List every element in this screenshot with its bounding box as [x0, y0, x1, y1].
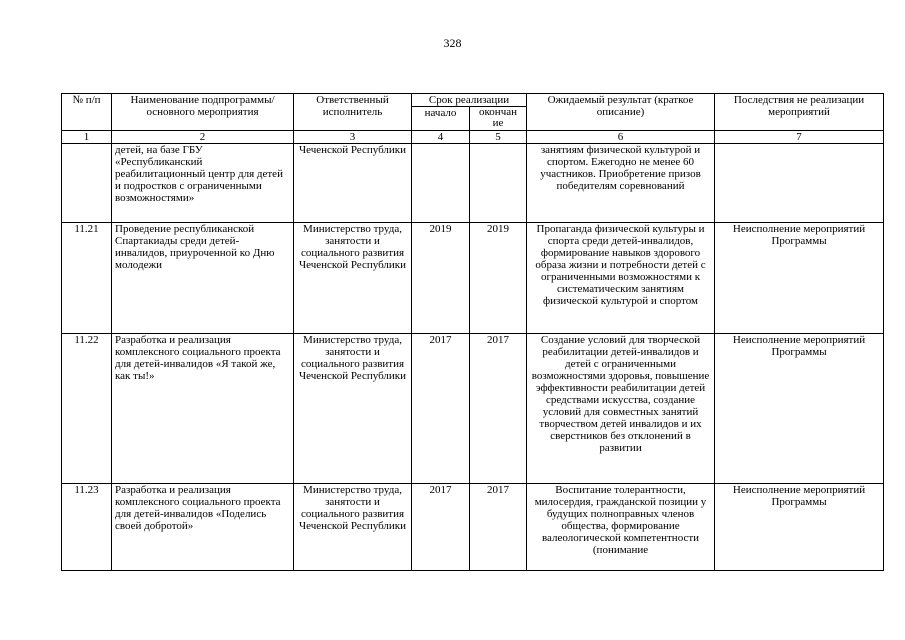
header-period: Срок реализации: [412, 94, 527, 107]
header-result: Ожидаемый результат (краткое описание): [527, 94, 715, 131]
row-end: 2017: [470, 334, 527, 484]
header-end-line1: окончан: [479, 106, 517, 118]
row-num: 11.23: [62, 484, 112, 571]
row-name: детей, на базе ГБУ «Республиканский реабилитационный центр для детей и подростков с ограниченными возможностями»: [112, 144, 294, 223]
row-executor: Министерство труда, занятости и социального развития Чеченской Республики: [294, 484, 412, 571]
header-end-line2: ие: [492, 117, 504, 129]
row-result: Создание условий для творческой реабилитации детей-инвалидов и детей с ограниченными возможностями здоровья, повышение эффективности реабилитации детей средствами искусства, создание условий для совместных занятий творчеством детей инвалидов и их сверстников без отклонений в развитии: [527, 334, 715, 484]
row-num: 11.22: [62, 334, 112, 484]
row-num: 11.21: [62, 223, 112, 334]
column-number: 4: [412, 131, 470, 144]
row-start: 2017: [412, 334, 470, 484]
row-executor: Чеченской Республики: [294, 144, 412, 223]
row-consequences: [715, 144, 884, 223]
column-number: 1: [62, 131, 112, 144]
row-start: 2019: [412, 223, 470, 334]
column-number: 3: [294, 131, 412, 144]
row-end: 2019: [470, 223, 527, 334]
row-start: [412, 144, 470, 223]
row-name: Проведение республиканской Спартакиады среди детей-инвалидов, приуроченной ко Дню молодежи: [112, 223, 294, 334]
table-row: [62, 484, 884, 571]
row-num: [62, 144, 112, 223]
row-executor: Министерство труда, занятости и социального развития Чеченской Республики: [294, 334, 412, 484]
header-consequences: Последствия не реализации мероприятий: [715, 94, 884, 131]
header-num: № п/п: [62, 94, 112, 131]
row-end: [470, 144, 527, 223]
row-consequences: Неисполнение мероприятий Программы: [715, 484, 884, 571]
header-start: начало: [412, 107, 470, 131]
row-consequences: Неисполнение мероприятий Программы: [715, 334, 884, 484]
table-row: [62, 144, 884, 223]
row-end: 2017: [470, 484, 527, 571]
column-number: 6: [527, 131, 715, 144]
row-executor: Министерство труда, занятости и социального развития Чеченской Республики: [294, 223, 412, 334]
program-activities-table: [61, 93, 884, 571]
row-result: Пропаганда физической культуры и спорта среди детей-инвалидов, формирование навыков здорового образа жизни и потребности детей с ограниченными возможностями к систематическим занятиям физической культурой и спортом: [527, 223, 715, 334]
page-number: 328: [443, 36, 462, 50]
table-row: [62, 223, 884, 334]
row-result: Воспитание толерантности, милосердия, гражданской позиции у будущих полноправных членов общества, формирование валеологической компетентности (понимание: [527, 484, 715, 571]
header-name: Наименование подпрограммы/ основного мероприятия: [112, 94, 294, 131]
row-name: Разработка и реализация комплексного социального проекта для детей-инвалидов «Я такой же, как ты!»: [112, 334, 294, 484]
table-row: [62, 334, 884, 484]
header-executor: Ответственный исполнитель: [294, 94, 412, 131]
row-result: занятиям физической культурой и спортом. Ежегодно не менее 60 участников. Приобретение призов победителям соревнований: [527, 144, 715, 223]
row-start: 2017: [412, 484, 470, 571]
column-number: 5: [470, 131, 527, 144]
row-consequences: Неисполнение мероприятий Программы: [715, 223, 884, 334]
header-end: [470, 107, 527, 131]
column-number: 7: [715, 131, 884, 144]
column-number: 2: [112, 131, 294, 144]
row-name: Разработка и реализация комплексного социального проекта для детей-инвалидов «Поделись своей добротой»: [112, 484, 294, 571]
